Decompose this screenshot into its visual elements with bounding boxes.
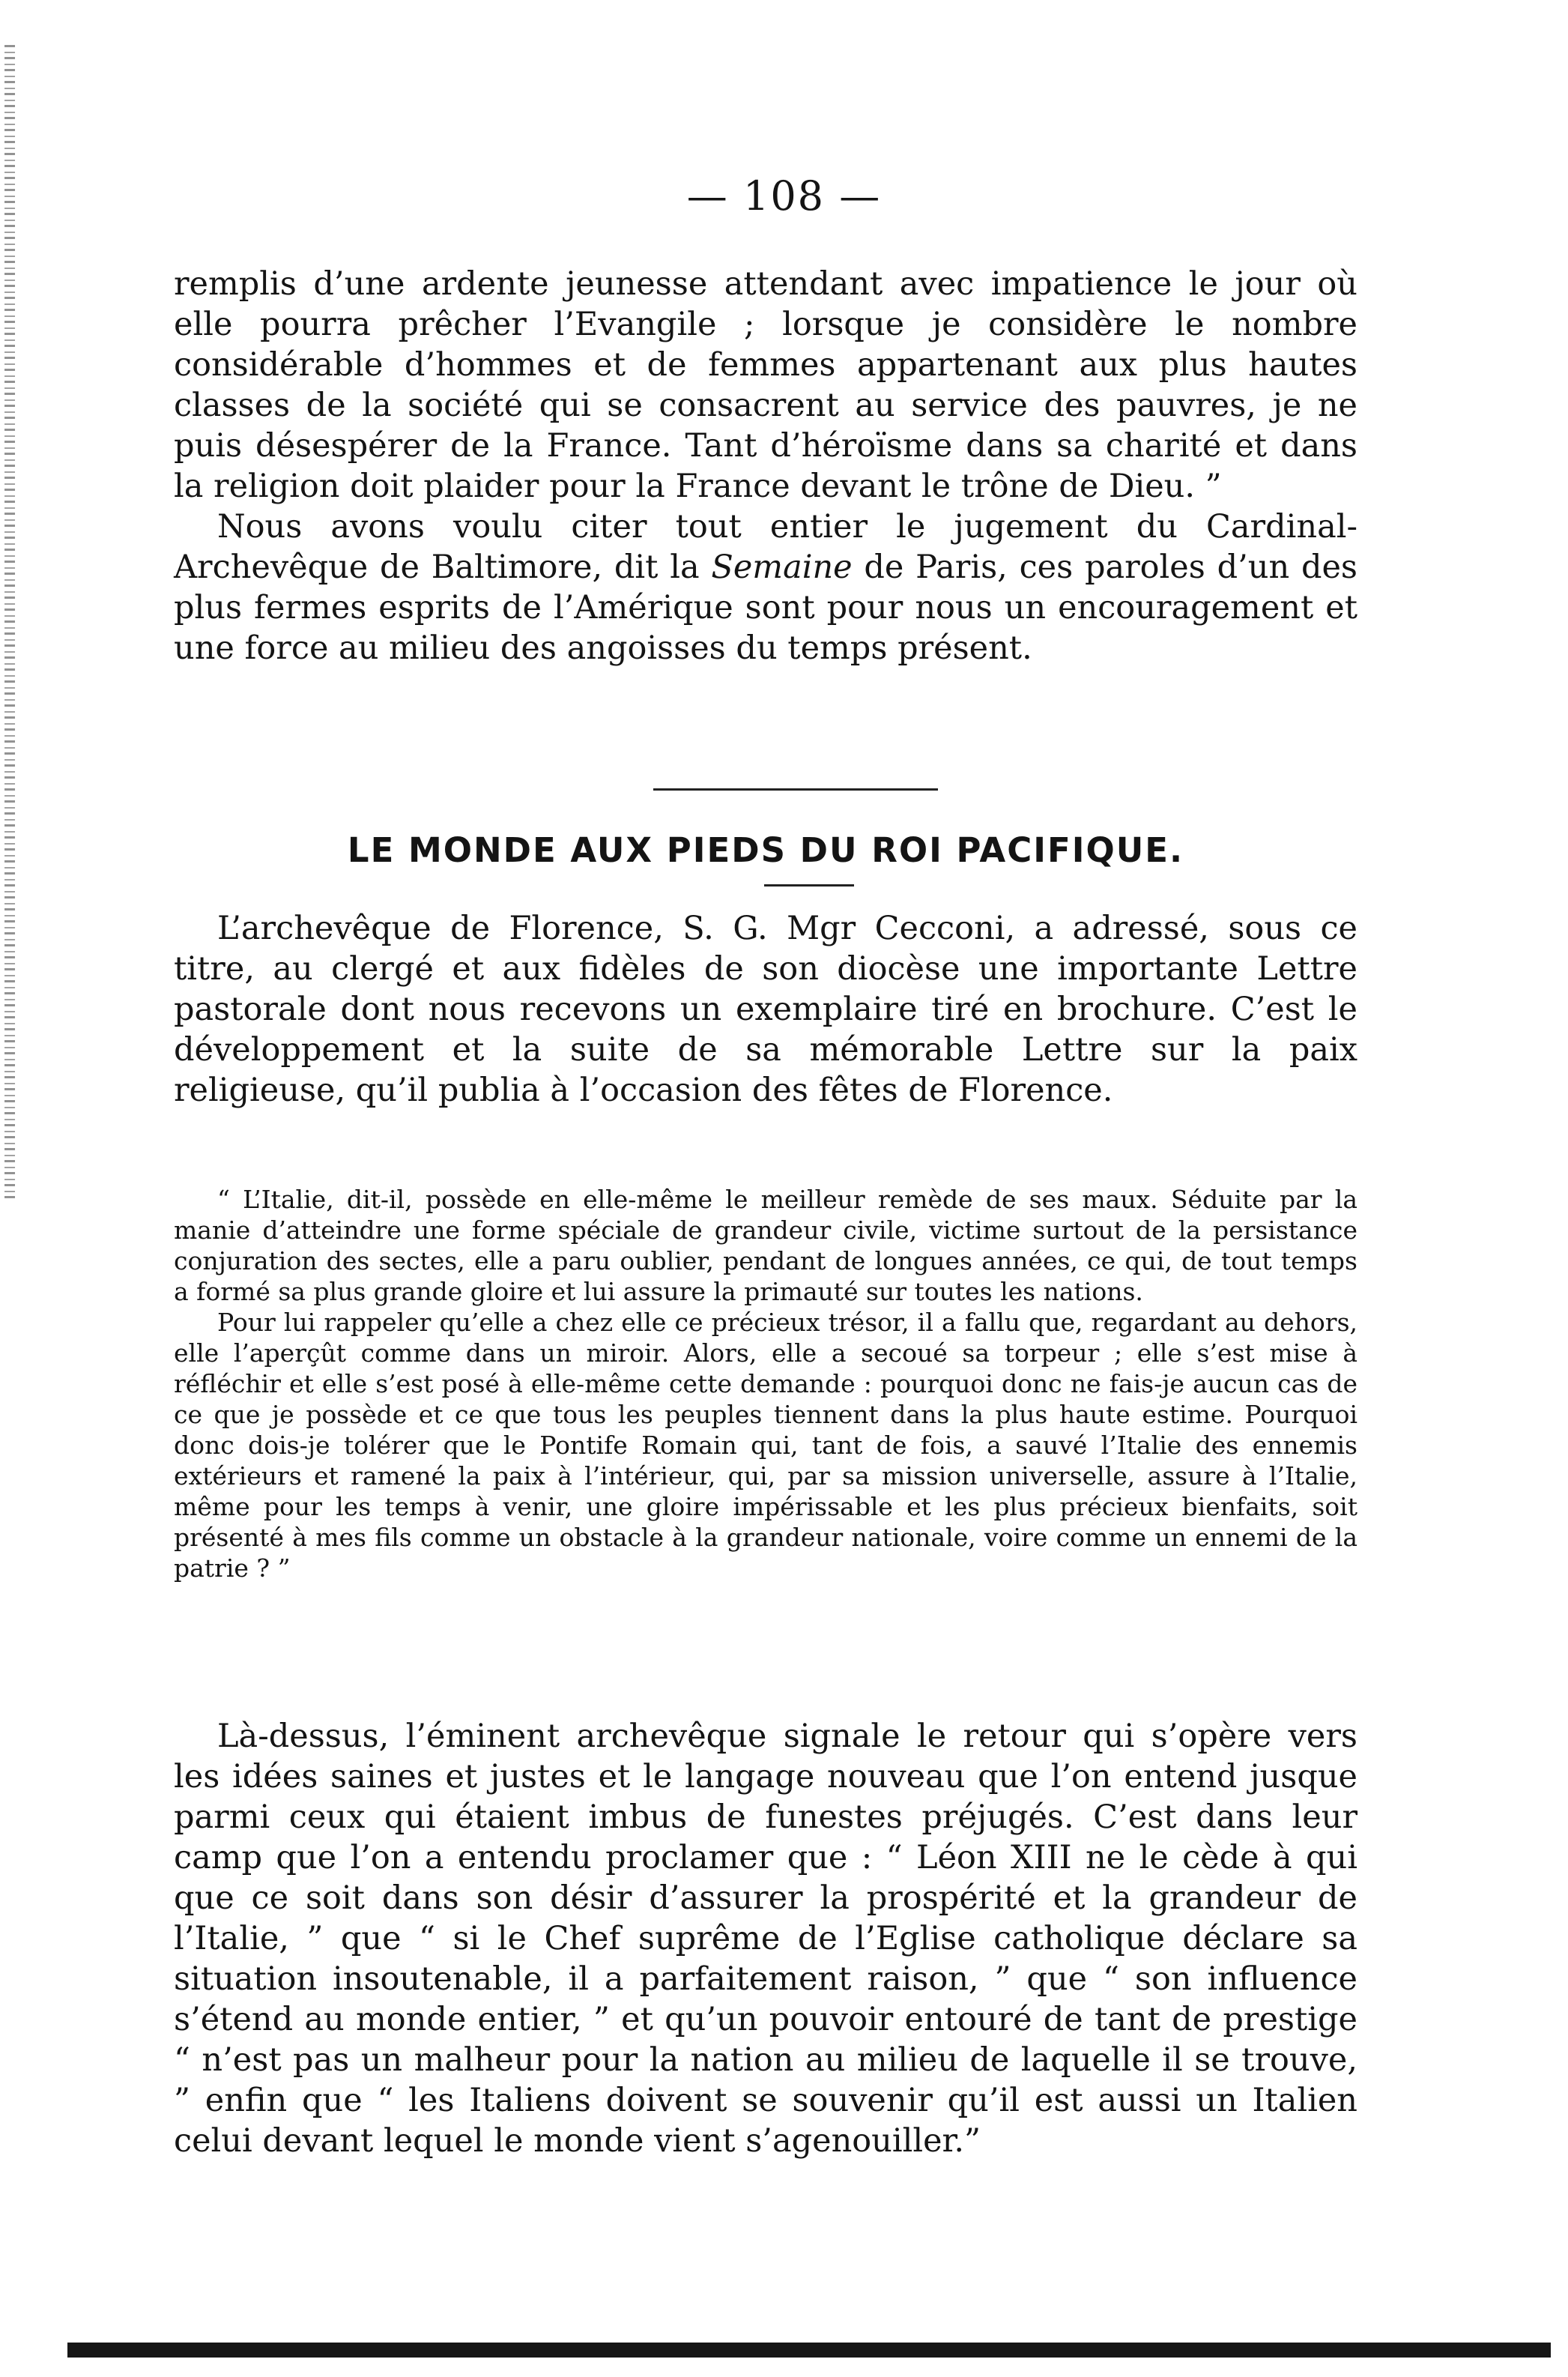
paragraph-return-to-sound-ideas: Là-dessus, l’éminent archevêque signale le retour qui s’opère vers les idées saines et justes et le langage nouveau que l’on entend jusque parmi ceux qui étaient imbus de funestes préjugés. C’est dans leur camp que l’on a entendu proclamer que : “ Léon XIII ne le cède à qui que ce soit dans son désir d’assurer la prospérité et la grandeur de l’Italie, ” que “ si le Chef suprême de l’Eglise catholique déclare sa situation insoutenable, il a parfaitement raison, ” que “ son influence s’étend au monde entier, ” et qu’un pouvoir entouré de tant de prestige “ n’est pas un malheur pour la nation au milieu de laquelle il se trouve, ” enfin que “ les Italiens doivent se souvenir qu’il est aussi un Italien celui devant lequel le monde vient s’agenouiller.” (174, 1718, 1357, 2160)
paragraph-2-text-after: de Paris, ces paroles d’un des plus fermes esprits de l’Amérique sont pour nous un encouragement et une force au milieu des angoisses du temps présent. (174, 549, 1357, 667)
quote-paragraph-2: Pour lui rappeler qu’elle a chez elle ce précieux trésor, il a fallu que, regardant au dehors, elle l’aperçût comme dans un miroir. Alors, elle a secoué sa torpeur ; elle s’est mise à réfléchir et elle s’est posé à elle-même cette demande : pourquoi donc ne fais-je aucun cas de ce que je possède et ce que tous les peuples tiennent dans la plus haute estime. Pourquoi donc dois-je tolérer que le Pontife Romain qui, tant de fois, a sauvé l’Italie des ennemis extérieurs et ramené la paix à l’intérieur, qui, par sa mission universelle, assure à l’Italie, même pour les temps à venir, une gloire impérissable et les plus précieux bienfaits, soit présenté à mes fils comme un obstacle à la grandeur nationale, voire comme un ennemi de la patrie ? ” (174, 1308, 1357, 1583)
archbishop-letter-block (174, 908, 1357, 1111)
quote-paragraph-1: “ L’Italie, dit-il, possède en elle-même le meilleur remède de ses maux. Séduite par la manie d’atteindre une forme spéciale de grandeur civile, victime surtout de la persistance conjuration des sectes, elle a paru oublier, pendant de longues années, ce qui, de tout temps a formé sa plus grande gloire et lui assure la primauté sur toutes les nations. (174, 1185, 1357, 1306)
opening-paragraph-block (174, 264, 1357, 668)
section-divider-rule (653, 788, 938, 791)
quoted-letter-block (174, 1184, 1357, 1583)
section-title: LE MONDE AUX PIEDS DU ROI PACIFIQUE. (347, 830, 1184, 870)
newspaper-title: Semaine (711, 549, 853, 586)
paragraph-archbishop-letter: L’archevêque de Florence, S. G. Mgr Cecconi, a adressé, sous ce titre, au clergé et aux fidèles de son diocèse une importante Lettre pastorale dont nous recevons un exemplaire tiré en brochure. C’est le développement et la suite de sa mémorable Lettre sur la paix religieuse, qu’il publia à l’occasion des fêtes de Florence. (174, 910, 1357, 1109)
paragraph-cardinal-judgement (174, 507, 1357, 668)
closing-paragraph-block (174, 1716, 1357, 2161)
section-title-underline (764, 884, 854, 887)
paragraph-continuation: remplis d’une ardente jeunesse attendant avec impatience le jour où elle pourra prêcher l’Evangile ; lorsque je considère le nombre considérable d’hommes et de femmes appartenant aux plus hautes classes de la société qui se consacrent au service des pauvres, je ne puis désespérer de la France. Tant d’héroïsme dans sa charité et dans la religion doit plaider pour la France devant le trône de Dieu. ” (174, 265, 1357, 505)
paragraph-2-text-before: Nous avons voulu citer tout entier le jugement du Cardinal-Archevêque de Baltimore, dit la (174, 508, 1357, 586)
scan-bottom-edge (67, 2343, 1551, 2358)
page-number: — 108 — (686, 172, 882, 220)
